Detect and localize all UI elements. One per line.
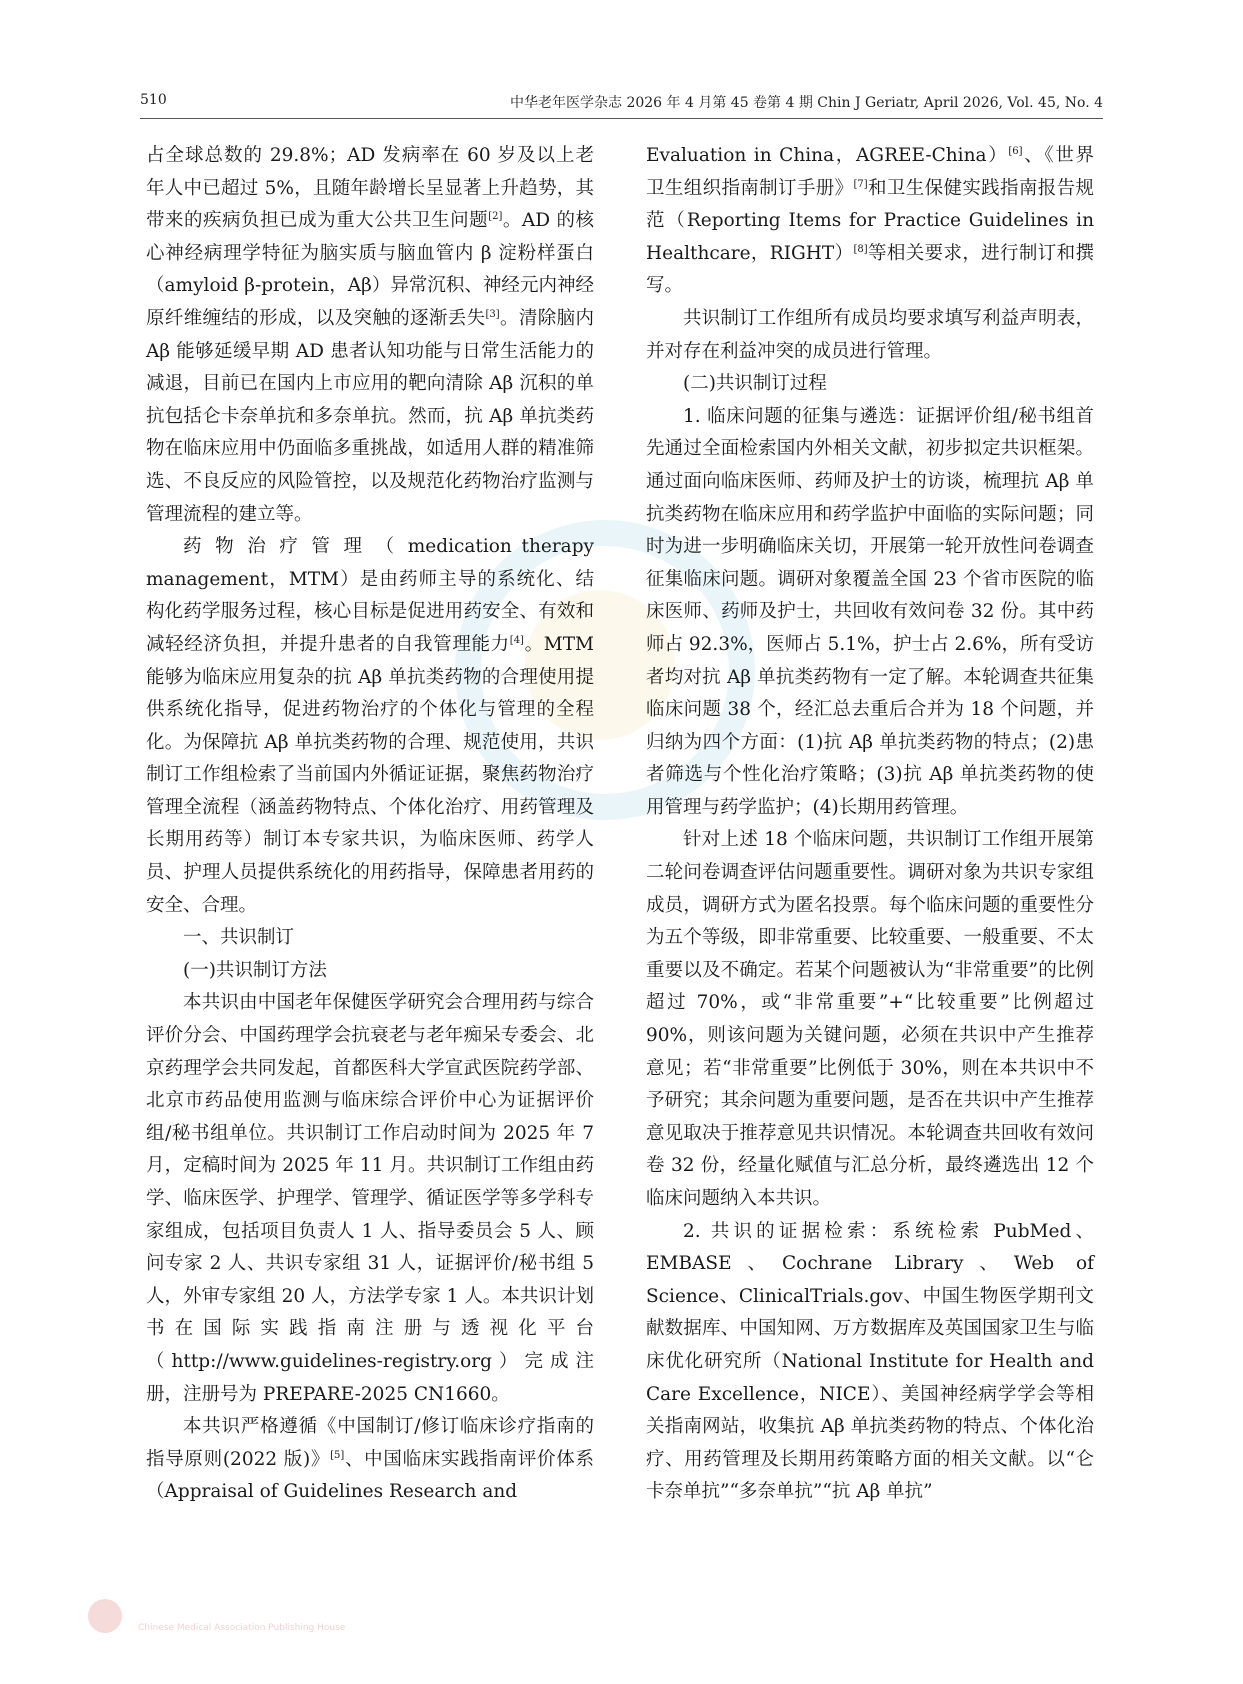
header-rule	[140, 118, 1103, 119]
running-header	[140, 92, 1103, 118]
publisher-watermark	[88, 1597, 568, 1637]
paragraph: 占全球总数的 29.8%；AD 发病率在 60 岁及以上老年人中已超过 5%，且随年龄增长呈显著上升趋势，其带来的疾病负担已成为重大公共卫生问题[2]。AD 的核心神经病理学特征为脑实质与脑血管内 β 淀粉样蛋白（amyloid β-protein，Aβ）异常沉积、神经元内神经原纤维缠结的形成，以及突触的逐渐丢失[3]。清除脑内 Aβ 能够延缓早期 AD 患者认知功能与日常生活能力的减退，目前已在国内上市应用的靶向清除 Aβ 沉积的单抗包括仑卡奈单抗和多奈单抗。然而，抗 Aβ 单抗类药物在临床应用中仍面临多重挑战，如适用人群的精准筛选、不良反应的风险管控，以及规范化药物治疗监测与管理流程的建立等。	[146, 145, 594, 525]
journal-citation: 中华老年医学杂志 2026 年 4 月第 45 卷第 4 期 Chin J Geriatr, April 2026, Vol. 45, No. 4	[510, 95, 1103, 111]
paragraph: 针对上述 18 个临床问题，共识制订工作组开展第二轮问卷调查评估问题重要性。调研对象为共识专家组成员，调研方式为匿名投票。每个临床问题的重要性分为五个等级，即非常重要、比较重要、一般重要、不太重要以及不确定。若某个问题被认为“非常重要”的比例超过 70%，或“非常重要”+“比较重要”比例超过 90%，则该问题为关键问题，必须在共识中产生推荐意见；若“非常重要”比例低于 30%，则在本共识中不予研究；其余问题为重要问题，是否在共识中产生推荐意见取决于推荐意见共识情况。本轮调查共回收有效问卷 32 份，经量化赋值与汇总分析，最终遴选出 12 个临床问题纳入本共识。	[646, 829, 1094, 1209]
citation-ref: [7]	[853, 178, 868, 190]
right-column	[646, 140, 1094, 1509]
paragraph: 1. 临床问题的征集与遴选：证据评价组/秘书组首先通过全面检索国内外相关文献，初步拟定共识框架。通过面向临床医师、药师及护士的访谈，梳理抗 Aβ 单抗类药物在临床应用和药学监护中面临的实际问题；同时为进一步明确临床关切，开展第一轮开放性问卷调查征集临床问题。调研对象覆盖全国 23 个省市医院的临床医师、药师及护士，共回收有效问卷 32 份。其中药师占 92.3%，医师占 5.1%，护士占 2.6%，所有受访者均对抗 Aβ 单抗类药物有一定了解。本轮调查共征集临床问题 38 个，经汇总去重后合并为 18 个问题，并归纳为四个方面：(1)抗 Aβ 单抗类药物的特点；(2)患者筛选与个性化治疗策略；(3)抗 Aβ 单抗类药物的使用管理与药学监护；(4)长期用药管理。	[646, 405, 1094, 818]
left-column	[146, 140, 594, 1509]
paragraph: Evaluation in China，AGREE-China）[6]、《世界卫生组织指南制订手册》[7]和卫生保健实践指南报告规范（Reporting Items for Practice Guidelines in Healthcare，RIGHT）[8]等相关要求，进行制订和撰写。	[646, 145, 1094, 297]
citation-ref: [4]	[509, 634, 524, 646]
subsection-heading: (二)共识制订过程	[683, 373, 827, 395]
citation-ref: [3]	[485, 308, 500, 320]
citation-ref: [6]	[1008, 145, 1023, 157]
page-number: 510	[140, 92, 167, 108]
paragraph: 本共识由中国老年保健医学研究会合理用药与综合评价分会、中国药理学会抗衰老与老年痴呆专委会、北京药理学会共同发起，首都医科大学宣武医院药学部、北京市药品使用监测与临床综合评价中心为证据评价组/秘书组单位。共识制订工作启动时间为 2025 年 7 月，定稿时间为 2025 年 11 月。共识制订工作组由药学、临床医学、护理学、管理学、循证医学等多学科专家组成，包括项目负责人 1 人、指导委员会 5 人、顾问专家 2 人、共识专家组 31 人，证据评价/秘书组 5 人，外审专家组 20 人，方法学专家 1 人。本共识计划书在国际实践指南注册与透视化平台（http://www.guidelines-registry.org）完成注册，注册号为 PREPARE-2025 CN1660。	[146, 992, 594, 1405]
section-heading: 一、共识制订	[183, 927, 295, 949]
citation-ref: [2]	[488, 211, 503, 223]
paragraph: 共识制订工作组所有成员均要求填写利益声明表，并对存在利益冲突的成员进行管理。	[646, 307, 1094, 362]
citation-ref: [5]	[330, 1449, 345, 1461]
paragraph: 药 物 治 疗 管 理 （ medication therapy management，MTM）是由药师主导的系统化、结构化药学服务过程，核心目标是促进用药安全、有效和减轻经济负担，并提升患者的自我管理能力[4]。MTM 能够为临床应用复杂的抗 Aβ 单抗类药物的合理使用提供系统化指导，促进药物治疗的个体化与管理的全程化。为保障抗 Aβ 单抗类药物的合理、规范使用，共识制订工作组检索了当前国内外循证证据，聚焦药物治疗管理全流程（涵盖药物特点、个体化治疗、用药管理及长期用药等）制订本专家共识，为临床医师、药学人员、护理人员提供系统化的用药指导，保障患者用药的安全、合理。	[146, 536, 594, 916]
citation-ref: [8]	[853, 243, 868, 255]
subsection-heading: (一)共识制订方法	[183, 959, 327, 981]
publisher-name: Chinese Medical Association Publishing House	[138, 1623, 346, 1633]
paragraph: 本共识严格遵循《中国制订/修订临床诊疗指南的指导原则(2022 版)》[5]、中国临床实践指南评价体系（Appraisal of Guidelines Research and	[146, 1416, 594, 1503]
paragraph: 2. 共识的证据检索：系统检索 PubMed、EMBASE、Cochrane Library、Web of Science、ClinicalTrials.gov、中国生物医学期刊文献数据库、中国知网、万方数据库及英国国家卫生与临床优化研究所（National Institute for Health and Care Excellence，NICE）、美国神经病学学会等相关指南网站，收集抗 Aβ 单抗类药物的特点、个体化治疗、用药管理及长期用药策略方面的相关文献。以“仑卡奈单抗”“多奈单抗”“抗 Aβ 单抗”	[646, 1220, 1094, 1503]
publisher-logo-icon	[88, 1599, 122, 1633]
